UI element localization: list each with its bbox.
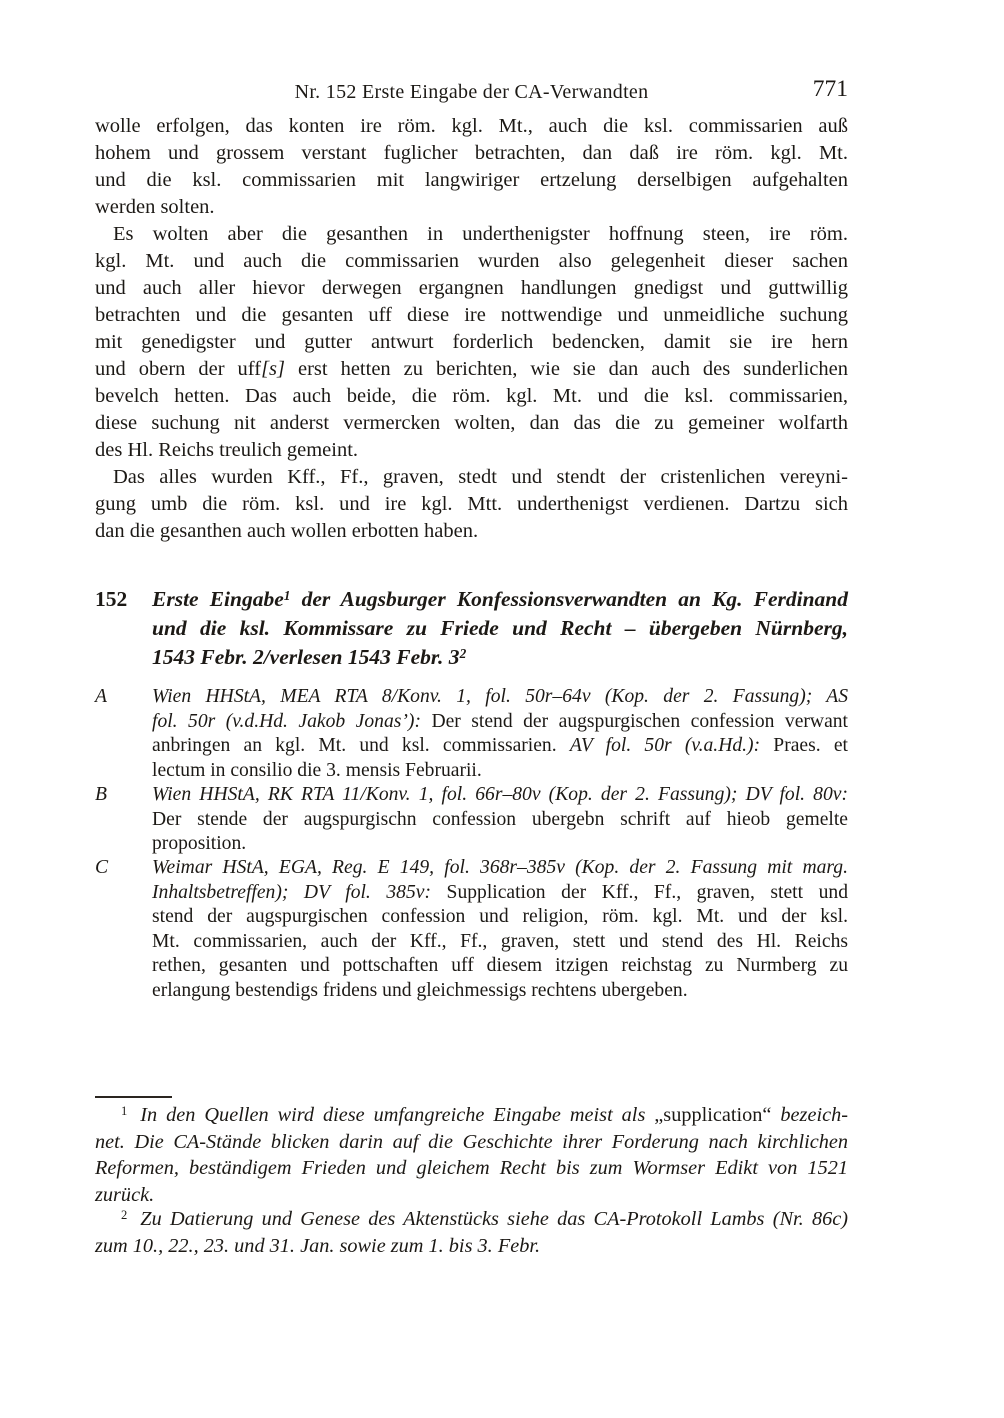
- text-line: Wien HHStA, MEA RTA 8/Konv. 1, fol. 50r–64v (Kop. der 2. Fassung); AS: [152, 686, 848, 707]
- text-line: $^1$ In den Quellen wird diese umfangreiche Eingabe meist als „supplication“ bezeich-: [121, 1104, 848, 1126]
- text-line: mit genedigster und gutter antwurt forderlich bedencken, damit sie ire hern: [95, 331, 848, 353]
- text-line: und die ksl. commissarien mit langwiriger ertzelung derselbigen aufgehalten: [95, 169, 848, 191]
- text-line: betrachten und die gesanten uff diese ire nottwendige und unmeidliche suchung: [95, 304, 848, 326]
- text-line: stend der augspurgischen confession und religion, röm. kgl. Mt. und der ksl.: [152, 906, 848, 927]
- text-line: Der stende der augspurgischn confession ubergebn schrift auf hieob gemelte: [152, 808, 848, 830]
- text-line: gung umb die röm. ksl. und ire kgl. Mtt. underthenigst verdienen. Dartzu sich: [95, 493, 848, 515]
- text-line: dan die gesanthen auch wollen erbotten haben.: [95, 520, 479, 542]
- text-line: proposition.: [152, 833, 247, 854]
- text-line: diese suchung nit anderst vermercken wolten, dan das die zu gemeiner wolfarth: [95, 412, 848, 434]
- document-number: 152: [95, 587, 128, 611]
- footnote-marker: 1: [121, 1104, 128, 1119]
- source-text: [152, 856, 848, 1003]
- text-line: werden solten.: [95, 196, 215, 218]
- text-line: Inhaltsbetreffen); DV fol. 385v: Supplication der Kff., Ff., graven, stett und: [152, 881, 848, 903]
- page-number: 771: [812, 76, 848, 102]
- source-label: B: [95, 784, 107, 805]
- text-line: Wien HHStA, RK RTA 11/Konv. 1, fol. 66r–80v (Kop. der 2. Fassung); DV fol. 80v:: [152, 784, 848, 805]
- text-line: Es wolten aber die gesanthen in underthenigster hoffnung steen, ire röm.: [113, 223, 848, 245]
- source-text: [152, 685, 848, 783]
- text-line: $^2$ Zu Datierung und Genese des Aktenstücks siehe das CA-Protokoll Lambs (Nr. 86c): [121, 1208, 848, 1230]
- text-line: bevelch hetten. Das auch beide, die röm. kgl. Mt. und die ksl. commissarien,: [95, 385, 848, 407]
- source-entry-c: [95, 856, 848, 1003]
- body-paragraph: [95, 113, 848, 221]
- text-line: und die ksl. Kommissare zu Friede und Recht – übergeben Nürnberg,: [152, 616, 848, 640]
- source-entry-a: [95, 685, 848, 783]
- text-line: Weimar HStA, EGA, Reg. E 149, fol. 368r–385v (Kop. der 2. Fassung mit marg.: [152, 857, 848, 878]
- text-line: rethen, gesanten und pottschaften uff diesem itzigen reichstag zu Nurmberg zu: [152, 955, 848, 976]
- text-line: Erste Eingabe$^1$ der Augsburger Konfessionsverwandten an Kg. Ferdinand: [152, 587, 849, 611]
- running-header: [95, 76, 848, 109]
- body-paragraph: [95, 221, 848, 464]
- text-line: net. Die CA-Stände blicken darin auf die Geschichte ihrer Forderung nach kirchlichen: [95, 1130, 848, 1153]
- text-line: Das alles wurden Kff., Ff., graven, stedt und stendt der cristenlichen vereyni-: [113, 466, 848, 488]
- footnote-marker: 2: [121, 1208, 128, 1223]
- running-header-title: Nr. 152 Erste Eingabe der CA-Verwandten: [294, 81, 649, 103]
- source-label: A: [95, 686, 107, 707]
- text-line: zurück.: [95, 1183, 155, 1206]
- text-line: erlangung bestendigs fridens und gleichmessigs rechtens ubergeben.: [152, 979, 688, 1001]
- text-line: Reformen, beständigem Frieden und gleichem Recht bis zum Wormser Edikt von 1521: [95, 1157, 848, 1179]
- text-line: hohem und grossem verstant fuglicher betrachten, dan daß ire röm. kgl. Mt.: [95, 142, 848, 164]
- text-line: 1543 Febr. 2/verlesen 1543 Febr. $3^2$: [152, 645, 467, 669]
- source-entry-b: [95, 783, 848, 857]
- text-line: anbringen an kgl. Mt. und ksl. commissarien. AV fol. 50r (v.a.Hd.): Praes. et: [152, 735, 848, 756]
- footnote-1: [95, 1102, 848, 1208]
- text-line: lectum in consilio die 3. mensis Februarii.: [152, 759, 482, 781]
- document-title: [152, 585, 848, 672]
- document-heading: [95, 585, 848, 672]
- footnote-2: [95, 1206, 848, 1259]
- text-line: des Hl. Reichs treulich gemeint.: [95, 439, 359, 461]
- footnote-separator-rule: [95, 1096, 172, 1098]
- text-line: fol. 50r (v.d.Hd. Jakob Jonas’): Der stend der augspurgischen confession verwant: [152, 710, 848, 732]
- text-line: zum 10., 22., 23. und 31. Jan. sowie zum 1. bis 3. Febr.: [95, 1234, 541, 1257]
- body-paragraph: [95, 464, 848, 545]
- text-line: kgl. Mt. und auch die commissarien wurden also gelegenheit dieser sachen: [95, 250, 848, 272]
- text-line: Mt. commissarien, auch der Kff., Ff., graven, stett und stend des Hl. Reichs: [152, 930, 848, 952]
- source-text: [152, 783, 848, 857]
- source-label: C: [95, 857, 109, 878]
- text-line: und auch aller hievor derwegen ergangnen handlungen gnedigst und guttwillig: [95, 277, 848, 299]
- text-line: wolle erfolgen, das konten ire röm. kgl. Mt., auch die ksl. commissarien auß: [95, 115, 848, 137]
- text-line: und obern der uff[s] erst hetten zu berichten, wie sie dan auch des sunderlichen: [95, 358, 848, 380]
